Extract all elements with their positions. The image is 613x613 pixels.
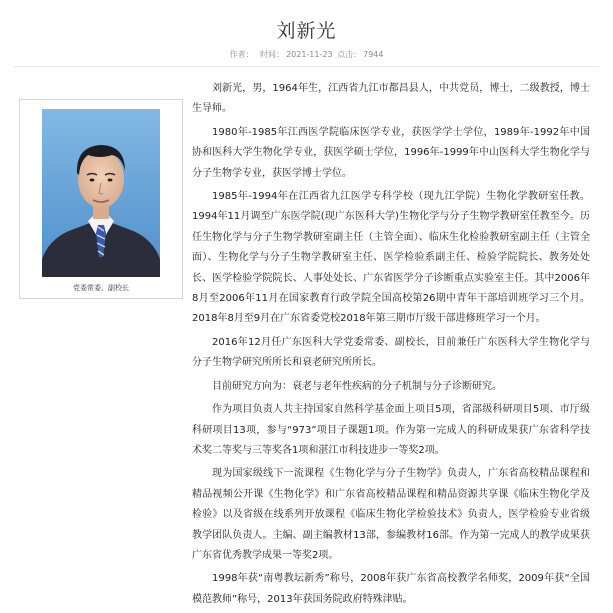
portrait-illustration [42,109,160,277]
paragraph-career: 1985年-1994年在江西省九江医学专科学校（现九江学院）生物化学教研室任教。1994年11月调至广东医学院(现广东医科大学)生物化学与分子生物学教研室任教至今。历任生物化学与分子生物学教研室副主任（主管全面）、临床生化检验教研室副主任（主管全面）、生物化学与分子生物学教研室主任、医学检验系副主任、检验学院院长、教务处处长、医学检验学院院长、人事处处长、广东省医学分子诊断重点实验室主任。其中2006年8月至2006年11月在国家教育行政学院全国高校第26期中青年干部培训班学习三个月。2018年8月至9月在广东省委党校2018年第三期市厅级干部进修班学习一个月。 [192,191,590,325]
title-divider [14,66,599,67]
clicks-label: 点击： [337,50,362,59]
paragraph-teaching: 现为国家级线下一流课程《生物化学与分子生物学》负责人，广东省高校精品课程和精品视频公开课《生物化学》和广东省高校精品课程和精品资源共享课《临床生物化学及检验》以及省级在线系列开放课程《临床生物化学检验技术》负责人，医学检验专业省级教学团队负责人。主编、副主编教材13部，参编教材16部。作为第一完成人的教学成果获广东省优秀教学成果一等奖2项。 [192,468,590,561]
paragraph-education: 1980年-1985年江西医学院临床医学专业，获医学学士学位，1989年-1992年中国协和医科大学生物化学专业，获医学硕士学位，1996年-1999年中山医科大学生物化学与分子生物学专业，获医学博士学位。 [192,126,590,179]
paragraph-current-position: 2016年12月任广东医科大学党委常委、副校长，目前兼任广东医科大学生物化学与分子生物学研究所所长和衰老研究所所长。 [192,336,590,369]
author-label: 作者： [229,50,254,59]
photo-caption: 党委常委、副校长 [73,284,129,292]
profile-photo-card [19,99,183,299]
article-meta [0,49,613,61]
paragraph-intro: 刘新光，男，1964年生，江西省九江市都昌县人，中共党员，博士，二级教授，博士生导师。 [192,83,590,115]
paragraph-research-direction: 目前研究方向为：衰老与老年性疾病的分子机制与分子诊断研究。 [212,380,502,392]
paragraph-research-projects: 作为项目负责人共主持国家自然科学基金面上项目5项，省部级科研项目5项、市厅级科研项目13项，参与“973”项目子课题1项。作为第一完成人的科研成果获广东省科学技术奖二等奖与三等奖各1项和湛江市科技进步一等奖2项。 [192,404,590,456]
click-count: 7944 [363,50,384,59]
publish-date: 2021-11-23 [286,50,333,59]
time-label: 时间： [260,50,285,59]
article-title: 刘新光 [276,20,337,42]
paragraph-honors: 1998年获“南粤教坛新秀”称号，2008年获广东省高校教学名师奖，2009年获“全国模范教师”称号，2013年获国务院政府特殊津贴。 [192,573,590,605]
article-body [192,79,590,613]
profile-photo [42,109,160,277]
